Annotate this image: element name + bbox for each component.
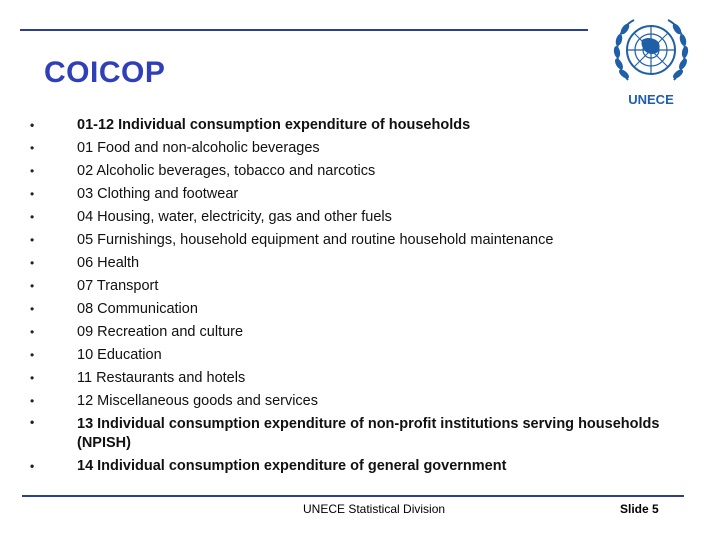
list-item bbox=[26, 367, 666, 390]
list-item-text: 01 Food and non-alcoholic beverages bbox=[77, 140, 320, 156]
bullet-icon: • bbox=[30, 233, 35, 247]
unece-logo bbox=[606, 12, 696, 112]
list-item-text: 06 Health bbox=[77, 255, 140, 271]
list-item-text: 10 Education bbox=[77, 347, 162, 363]
list-item bbox=[26, 455, 666, 478]
list-item bbox=[26, 390, 666, 413]
bullet-icon: • bbox=[30, 164, 35, 178]
list-item-text: 03 Clothing and footwear bbox=[77, 186, 239, 202]
bullet-icon: • bbox=[30, 118, 35, 132]
logo-label: UNECE bbox=[628, 92, 674, 107]
bullet-icon: • bbox=[30, 141, 35, 155]
bullet-icon: • bbox=[30, 415, 35, 429]
bullet-icon: • bbox=[30, 459, 35, 473]
list-item bbox=[26, 137, 666, 160]
bullet-icon: • bbox=[30, 279, 35, 293]
list-item bbox=[26, 206, 666, 229]
list-item bbox=[26, 229, 666, 252]
bullet-icon: • bbox=[30, 302, 35, 316]
slide-title: COICOP bbox=[44, 56, 166, 89]
bullet-icon: • bbox=[30, 348, 35, 362]
bullet-icon: • bbox=[30, 256, 35, 270]
top-divider bbox=[20, 29, 588, 31]
list-item bbox=[26, 321, 666, 344]
footer-division: UNECE Statistical Division bbox=[303, 502, 446, 516]
bullet-icon: • bbox=[30, 210, 35, 224]
list-item-text: 11 Restaurants and hotels bbox=[77, 370, 246, 386]
list-item bbox=[26, 298, 666, 321]
list-item bbox=[26, 413, 666, 455]
list-item-text: 09 Recreation and culture bbox=[77, 324, 244, 340]
category-list bbox=[26, 114, 666, 478]
bullet-icon: • bbox=[30, 325, 35, 339]
list-item-text: 14 Individual consumption expenditure of general government bbox=[77, 458, 507, 474]
list-item-text: 08 Communication bbox=[77, 301, 198, 317]
list-item-text: 02 Alcoholic beverages, tobacco and narcotics bbox=[77, 163, 376, 179]
bottom-divider bbox=[22, 495, 684, 497]
un-emblem-icon bbox=[606, 12, 696, 92]
list-item-text: 12 Miscellaneous goods and services bbox=[77, 393, 318, 409]
list-item bbox=[26, 344, 666, 367]
list-item bbox=[26, 160, 666, 183]
bullet-icon: • bbox=[30, 371, 35, 385]
list-item-text: 07 Transport bbox=[77, 278, 159, 294]
list-item-text: 13 Individual consumption expenditure of non-profit institutions serving households (NPISH) bbox=[77, 416, 660, 451]
list-item bbox=[26, 114, 666, 137]
list-item bbox=[26, 183, 666, 206]
list-item-text: 05 Furnishings, household equipment and routine household maintenance bbox=[77, 232, 554, 248]
bullet-icon: • bbox=[30, 394, 35, 408]
list-item bbox=[26, 275, 666, 298]
list-item-text: 04 Housing, water, electricity, gas and other fuels bbox=[77, 209, 392, 225]
list-item bbox=[26, 252, 666, 275]
bullet-icon: • bbox=[30, 187, 35, 201]
footer-slide-number: Slide 5 bbox=[620, 502, 659, 516]
list-item-text: 01-12 Individual consumption expenditure of households bbox=[77, 117, 471, 133]
